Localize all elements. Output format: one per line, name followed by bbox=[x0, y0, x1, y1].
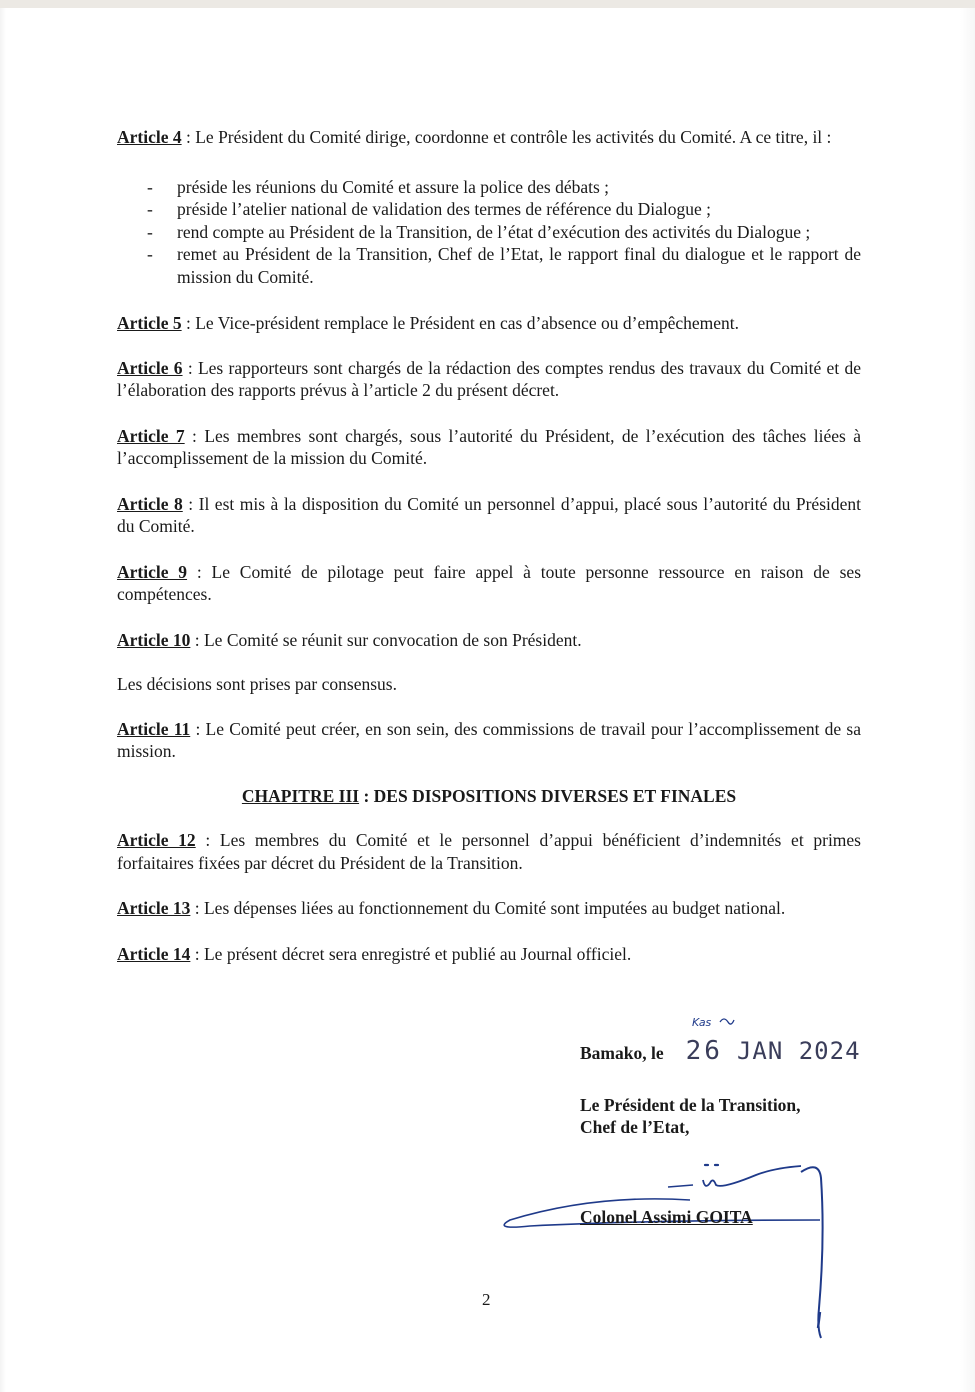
article-13: Article 13 : Les dépenses liées au fonctionnement du Comité sont imputées au budget national. bbox=[117, 898, 786, 918]
place-label: Bamako, le bbox=[580, 1043, 664, 1063]
list-item: - remet au Président de la Transition, Chef de l’Etat, le rapport final du dialogue et le rapport de mission du Comité. bbox=[147, 244, 861, 287]
article-5: Article 5 : Le Vice-président remplace le Président en cas d’absence ou d’empêchement. bbox=[117, 313, 740, 333]
article-label: Article 12 bbox=[117, 830, 196, 850]
article-8: Article 8 : Il est mis à la disposition du Comité un personnel d’appui, placé sous l’autorité du Président du Comité. bbox=[117, 493, 861, 536]
article-7: Article 7 : Les membres sont chargés, sous l’autorité du Président, de l’exécution des tâches liées à l’accomplissement de la mission du Comité. bbox=[117, 425, 861, 468]
article-10: Article 10 : Le Comité se réunit sur convocation de son Président. bbox=[117, 629, 582, 650]
chapter-heading: CHAPITRE III : DES DISPOSITIONS DIVERSES ET FINALES bbox=[241, 785, 737, 806]
article-4: Article 4 : Le Président du Comité dirige, coordonne et contrôle les activités du Comité. A ce titre, il : bbox=[117, 127, 832, 147]
article-6: Article 6 : Les rapporteurs sont chargés de la rédaction des comptes rendus des travaux du Comité et de l’élaboration des rapports prévus à l’article 2 du présent décret. bbox=[117, 357, 861, 400]
page-number: 2 bbox=[482, 1290, 491, 1309]
article-14: Article 14 : Le présent décret sera enregistré et publié au Journal officiel. bbox=[117, 943, 632, 964]
article-label: Article 13 bbox=[117, 898, 191, 918]
article-12: Article 12 : Les membres du Comité et le personnel d’appui bénéficient d’indemnités et primes forfaitaires fixées par décret du Président de la Transition. bbox=[117, 830, 861, 873]
article-label: Article 14 bbox=[117, 943, 191, 964]
list-item: - préside l’atelier national de validation des termes de référence du Dialogue ; bbox=[147, 199, 712, 219]
article-label: Article 9 bbox=[117, 561, 188, 582]
svg-text:Kas: Kas bbox=[692, 1016, 712, 1029]
article-9: Article 9 : Le Comité de pilotage peut faire appel à toute personne ressource en raison de ses compétences. bbox=[117, 561, 861, 604]
article-label: Article 6 bbox=[117, 357, 183, 378]
article-label: Article 10 bbox=[117, 629, 191, 650]
article-4-list bbox=[117, 176, 861, 289]
article-label: Article 4 bbox=[117, 127, 182, 147]
signer-name: Colonel Assimi GOITA bbox=[580, 1207, 753, 1227]
paraph-handwriting bbox=[690, 1008, 740, 1034]
list-item: - préside les réunions du Comité et assure la police des débats ; bbox=[147, 176, 610, 197]
date-line bbox=[580, 1036, 940, 1066]
scan-edge bbox=[0, 0, 975, 8]
decree-body bbox=[117, 126, 861, 965]
article-label: Article 7 bbox=[117, 425, 185, 446]
article-label: Article 11 bbox=[117, 718, 191, 739]
article-11: Article 11 : Le Comité peut créer, en son sein, des commissions de travail pour l’accomplissement de sa mission. bbox=[117, 718, 861, 761]
date-stamp: 26 JAN 2024 bbox=[685, 1036, 861, 1066]
article-label: Article 8 bbox=[117, 493, 183, 514]
article-10-decisions: Les décisions sont prises par consensus. bbox=[117, 674, 397, 694]
list-item: - rend compte au Président de la Transition, de l’état d’exécution des activités du Dialogue ; bbox=[147, 221, 811, 242]
signature-icon bbox=[500, 1150, 840, 1350]
signatory-title: Le Président de la Transition, Chef de l’Etat, bbox=[580, 1095, 801, 1137]
article-label: Article 5 bbox=[117, 313, 182, 333]
